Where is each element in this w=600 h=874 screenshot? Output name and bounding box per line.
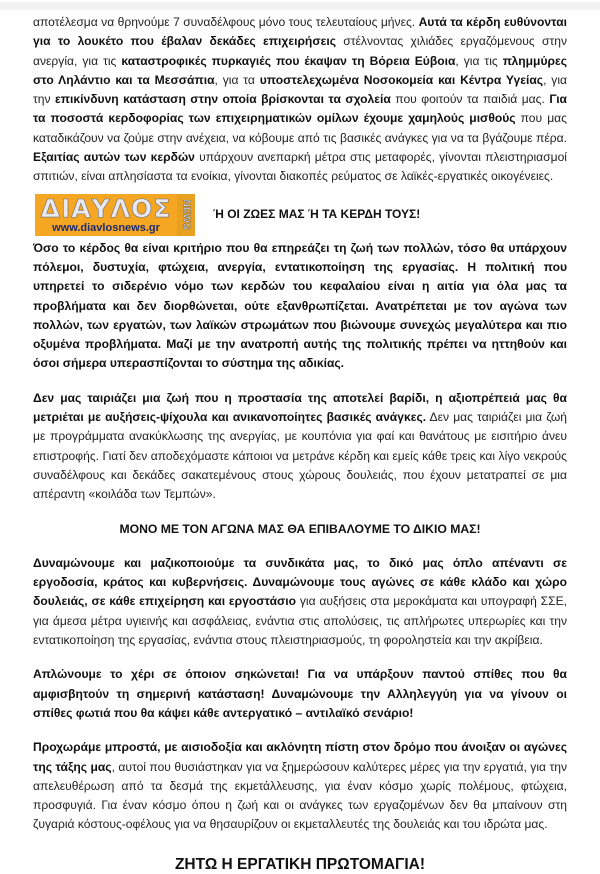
logo-heading-row bbox=[35, 193, 567, 237]
text-run: για αυξήσεις στα μεροκάματα και υπογραφή ΣΣΕ, για άμεσα μέτρα υγιεινής και ασφάλειας, ενάντια στις απολύσεις, τις απλήρωτες υπερωρίες και την εντατικοποίηση της εργασίας, ενάντια στους πλειστηριασμούς, τη φοροληστεία και την ακρίβεια. bbox=[33, 594, 568, 648]
bold-run: Προχωράμε μπροστά, με αισιοδοξία και ακλόνητη πίστη στον δρόμο που άνοιξαν οι αγώνες της τάξης μας bbox=[33, 740, 567, 774]
paragraph-solidarity bbox=[33, 665, 567, 723]
logo-title: ΔΙΑΥΛΟΣ bbox=[40, 193, 172, 223]
spacer bbox=[33, 835, 567, 855]
spacer bbox=[33, 650, 567, 665]
text-run: στέλνοντας χιλιάδες εργαζόμενους στην ανεργία, για τις bbox=[33, 34, 567, 68]
bold-run: Απλώνουμε το χέρι σε όποιον σηκώνεται! Για να υπάρξουν παντού σπίθες που θα αμφισβητούν τη σημερινή κατάσταση! Δυναμώνουμε την Αλληλεγγύη για να γίνουν οι σπίθες φωτιά που θα κάψει κάθε αντεργατικό – αντιλαϊκό σενάριο! bbox=[33, 667, 567, 720]
page-top-band bbox=[0, 2, 600, 10]
paragraph-strengthen-unions bbox=[33, 554, 567, 650]
text-run: , αυτοί που θυσιάστηκαν για να ξημερώσουν καλύτερες μέρες για την εργατιά, για την απελευθέρωση από τα δεσμά της εκμετάλλευσης, για έναν κόσμο χωρίς πολέμους, φτώχεια, προσφυγιά. Για έναν κόσμο όπου η ζωή και οι ανάγκες των εργαζομένων δεν θα μπαίνουν στη ζυγαριά κόστους-οφέλους για να θησαυρίζουν οι εκμεταλλευτές της δουλειάς και του ιδρώτα μας. bbox=[33, 759, 567, 832]
text-run: Δεν μας ταιριάζει μια ζωή με προγράμματα ανακύκλωσης της ανεργίας, με κουπόνια για φαί και θανάτους με εισιτήριο άνευ επιστροφής. Γιατί δεν αποδεχόμαστε κάποιοι να μετράνε κέρδη και εμείς κάθε τρεις και λίγο νεκρούς συναδέλφους και δεκάδες σακατεμένους στους χώρους δουλειάς, που έχουν μετατραπεί σε μια απέραντη «κοιλάδα των Τεμπών». bbox=[33, 410, 567, 502]
bold-run: Δεν μας ταιριάζει μια ζωή που η προστασία της αποτελεί βαρίδι, η αξιοπρέπειά μας θα μετριέται με αυξήσεις-ψίχουλα και ανικανοποίητες βασικές ανάγκες. bbox=[33, 390, 567, 425]
text-run: που φοιτούν τα παιδιά μας. bbox=[390, 92, 550, 107]
text-run: που μας καταδικάζουν να ζούμε στην ανέχεια, να κόβουμε από τις βασικές ανάγκες για να τα βγάζουμε πέρα. bbox=[33, 111, 567, 145]
paragraph-profit-criterion bbox=[33, 239, 567, 374]
document-page bbox=[33, 13, 567, 874]
text-run: , για τις bbox=[455, 53, 503, 68]
final-heading-may-day: ΖΗΤΩ Η ΕΡΓΑΤΙΚΗ ΠΡΩΤΟΜΑΓΙΑ! bbox=[174, 855, 426, 873]
bold-run: Δυναμώνουμε και μαζικοποιούμε τα συνδικάτα μας, το δικό μας όπλο απέναντι σε εργοδοσία, κράτος και κυβερνήσεις. Δυναμώνουμε τους αγώνες σε κάθε κλάδο και χώρο δουλειάς, σε κάθε επιχείρηση και εργοστάσιο bbox=[33, 555, 567, 609]
bold-run: Εξαιτίας αυτών των κερδών bbox=[33, 150, 195, 165]
logo-url: www.diavlosnews.gr bbox=[52, 221, 160, 234]
logo-main bbox=[35, 194, 177, 236]
section-heading-struggle: ΜΟΝΟ ΜΕ ΤΟΝ ΑΓΩΝΑ ΜΑΣ ΘΑ ΕΠΙΒΑΛΟΥΜΕ ΤΟ ΔΙΚΙΟ ΜΑΣ! bbox=[119, 521, 481, 536]
logo-news-strip bbox=[177, 194, 195, 236]
paragraph-moving-forward bbox=[33, 738, 567, 834]
spacer bbox=[33, 723, 567, 738]
bold-run: επικίνδυνη κατάσταση στην οποία βρίσκονται τα σχολεία bbox=[55, 92, 391, 107]
bold-run: Αυτά τα κέρδη ευθύνονται για το λουκέτο που έβαλαν δεκάδες επιχειρήσεις bbox=[33, 15, 567, 49]
logo-news-text: NEWS bbox=[180, 199, 192, 230]
diavlos-news-logo bbox=[35, 194, 195, 236]
bold-run: πλημμύρες στο Ληλάντιο και τα Μεσσάπια bbox=[33, 53, 567, 87]
section-heading-lives-or-profits: Ή ΟΙ ΖΩΕΣ ΜΑΣ Ή ΤΑ ΚΕΡΔΗ ΤΟΥΣ! bbox=[213, 207, 421, 222]
text-run: υπάρχουν ανεπαρκή μέτρα στις μεταφορές, γίνονται πλειστηριασμοί σπιτιών, είναι απλησίαστα τα ενοίκια, γίνονται διακοπές ρεύματος σε λαϊκές-εργατικές οικογένειες. bbox=[33, 150, 567, 184]
spacer bbox=[33, 374, 567, 389]
paragraph-profits-consequences bbox=[33, 13, 567, 187]
spacer bbox=[33, 505, 567, 520]
bold-run: καταστροφικές πυρκαγιές που έκαψαν τη Βόρεια Εύβοια bbox=[121, 53, 456, 68]
text-run: , για τα bbox=[214, 72, 260, 87]
paragraph-life-not-suited bbox=[33, 389, 567, 505]
bold-run: Για τα ποσοστά κερδοφορίας των επιχειρηματικών ομίλων έχουμε χαμηλούς μισθούς bbox=[33, 92, 567, 126]
text-run: , για την bbox=[33, 72, 568, 107]
bold-run: υποστελεχωμένα Νοσοκομεία και Κέντρα Υγείας bbox=[259, 72, 544, 87]
text-run: αποτέλεσμα να θρηνούμε 7 συναδέλφους μόνο τους τελευταίους μήνες. bbox=[33, 15, 419, 29]
spacer bbox=[33, 539, 567, 554]
bold-run: Όσο το κέρδος θα είναι κριτήριο που θα επηρεάζει τη ζωή των πολλών, τόσο θα υπάρχουν πόλεμοι, δυστυχία, φτώχεια, ανεργία, εντατικοποίηση της εργασίας. Η πολιτική που υπηρετεί το σιδερένιο νόμο των κερδών του κεφαλαίου είναι η αιτία για όλα μας τα προβλήματα και δεν διορθώνεται, ούτε εξανθρωπίζεται. Ανατρέπεται με τον αγώνα των πολλών, των εργατών, των λαϊκών στρωμάτων που βιώνουμε συνεχώς μεγαλύτερα και πιο οξυμένα προβλήματα. Μαζί με την ανατροπή αυτής της πολιτικής πρέπει να ηττηθούν και όσοι σήμερα υπερασπίζονται το σύστημα της αδικίας. bbox=[33, 240, 567, 371]
